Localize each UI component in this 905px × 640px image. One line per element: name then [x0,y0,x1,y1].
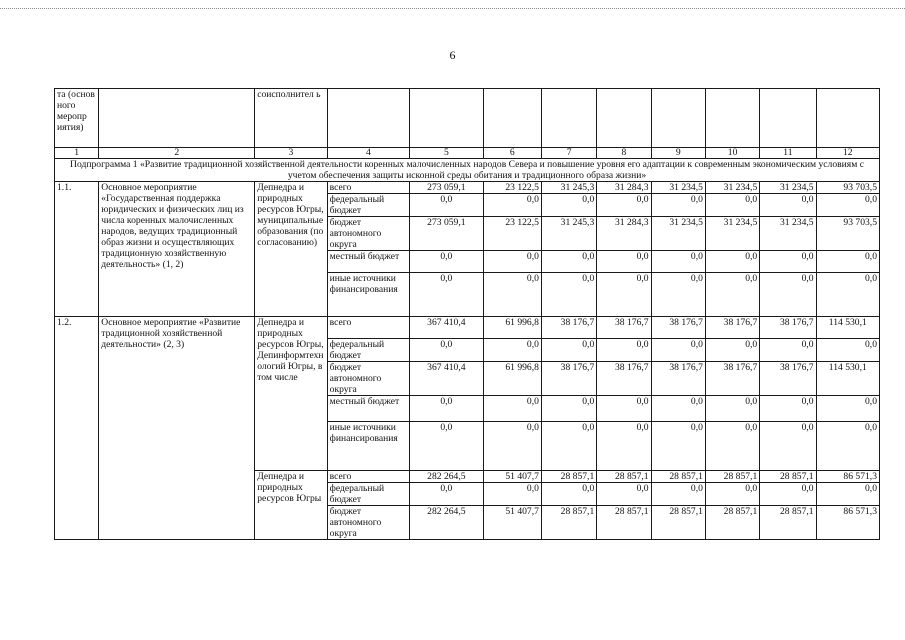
amount-cell: 31 234,5 [651,217,705,251]
column-numbers-row [55,148,880,159]
column-number: 6 [483,148,541,159]
amount-cell: 0,0 [483,483,541,506]
activity-executor: Депнедра и природных ресурсов Югры, муниципальные образования (по согласованию) [255,182,327,317]
amount-cell: 0,0 [651,422,705,471]
amount-cell: 0,0 [483,339,541,362]
amount-cell: 0,0 [816,251,879,273]
funding-source: федеральный бюджет [327,339,410,362]
amount-cell: 0,0 [541,273,596,317]
funding-source: всего [327,182,410,194]
amount-cell: 31 245,3 [541,182,596,194]
sub-executor: Депнедра и природных ресурсов Югры [255,471,327,540]
amount-cell: 0,0 [597,396,651,422]
amount-cell: 0,0 [597,339,651,362]
amount-cell: 0,0 [597,251,651,273]
amount-cell: 0,0 [483,251,541,273]
amount-cell: 31 245,3 [541,217,596,251]
amount-cell: 28 857,1 [597,506,651,540]
header-cell-empty [541,89,596,148]
amount-cell: 0,0 [760,251,816,273]
funding-source: иные источники финансирования [327,273,410,317]
amount-cell: 28 857,1 [541,471,596,483]
header-cell-empty [705,89,759,148]
amount-cell: 23 122,5 [483,217,541,251]
amount-cell: 28 857,1 [760,471,816,483]
amount-cell: 38 176,7 [651,362,705,396]
amount-cell: 0,0 [541,396,596,422]
column-number: 2 [99,148,255,159]
amount-cell: 0,0 [760,194,816,217]
amount-cell: 0,0 [760,396,816,422]
amount-cell: 0,0 [483,396,541,422]
amount-cell: 0,0 [541,194,596,217]
activity-number: 1.2. [55,317,99,540]
amount-cell: 28 857,1 [597,471,651,483]
amount-cell: 273 059,1 [410,217,483,251]
amount-cell: 31 234,5 [705,182,759,194]
amount-cell: 0,0 [705,422,759,471]
amount-cell: 0,0 [597,422,651,471]
header-cell-empty [597,89,651,148]
funding-source: местный бюджет [327,251,410,273]
amount-cell: 0,0 [410,251,483,273]
amount-cell: 23 122,5 [483,182,541,194]
amount-cell: 28 857,1 [760,506,816,540]
column-number: 8 [597,148,651,159]
amount-cell: 0,0 [651,396,705,422]
column-number: 7 [541,148,596,159]
amount-cell: 0,0 [760,339,816,362]
amount-cell: 51 407,7 [483,506,541,540]
header-cell-activity-number: та (основ ного меропр иятия) [55,89,99,148]
amount-cell: 61 996,8 [483,362,541,396]
amount-cell: 51 407,7 [483,471,541,483]
amount-cell: 38 176,7 [541,362,596,396]
budget-table [54,88,880,540]
column-number: 11 [760,148,816,159]
amount-cell: 0,0 [541,483,596,506]
header-cell-empty [651,89,705,148]
amount-cell: 0,0 [410,483,483,506]
amount-cell: 0,0 [541,339,596,362]
amount-cell: 38 176,7 [597,317,651,339]
page-number: 6 [449,48,456,62]
amount-cell: 0,0 [705,483,759,506]
amount-cell: 0,0 [705,273,759,317]
amount-cell: 0,0 [705,194,759,217]
amount-cell: 0,0 [816,396,879,422]
column-number: 12 [816,148,879,159]
column-number: 10 [705,148,759,159]
table-row [55,317,880,339]
amount-cell: 0,0 [483,273,541,317]
amount-cell: 0,0 [483,194,541,217]
column-number: 5 [410,148,483,159]
amount-cell: 38 176,7 [541,317,596,339]
amount-cell: 0,0 [816,339,879,362]
amount-cell: 0,0 [541,422,596,471]
funding-source: бюджет автономного округа [327,362,410,396]
amount-cell: 28 857,1 [651,471,705,483]
amount-cell: 0,0 [651,339,705,362]
header-cell-co-executor: соисполнител ь [255,89,327,148]
amount-cell: 0,0 [410,194,483,217]
funding-source: всего [327,317,410,339]
scan-top-rule [0,8,905,9]
amount-cell: 0,0 [760,273,816,317]
amount-cell: 38 176,7 [705,362,759,396]
column-number: 4 [327,148,410,159]
amount-cell: 0,0 [705,251,759,273]
amount-cell: 0,0 [483,422,541,471]
activity-executor: Депнедра и природных ресурсов Югры, Депинформтехнологий Югры, в том числе [255,317,327,471]
amount-cell: 0,0 [410,422,483,471]
header-cell-empty [410,89,483,148]
amount-cell: 31 234,5 [705,217,759,251]
amount-cell: 0,0 [816,483,879,506]
activity-name: Основное мероприятие «Государственная поддержка юридических и физических лиц из числа коренных малочисленных народов, ведущих традиционный образ жизни и осуществляющих традиционную хозяйственную деятельность» (1, 2) [99,182,255,317]
amount-cell: 28 857,1 [705,471,759,483]
amount-cell: 114 530,1 [816,362,879,396]
amount-cell: 61 996,8 [483,317,541,339]
amount-cell: 0,0 [410,339,483,362]
header-cell-empty [760,89,816,148]
amount-cell: 31 234,5 [760,217,816,251]
amount-cell: 86 571,3 [816,506,879,540]
amount-cell: 38 176,7 [760,362,816,396]
amount-cell: 0,0 [651,273,705,317]
header-cell-empty [99,89,255,148]
funding-source: федеральный бюджет [327,483,410,506]
amount-cell: 0,0 [760,422,816,471]
header-cell-empty [483,89,541,148]
activity-number: 1.1. [55,182,99,317]
amount-cell: 28 857,1 [651,506,705,540]
amount-cell: 367 410,4 [410,317,483,339]
amount-cell: 0,0 [651,194,705,217]
amount-cell: 0,0 [816,422,879,471]
amount-cell: 28 857,1 [705,506,759,540]
amount-cell: 31 234,5 [760,182,816,194]
table-header-row [55,89,880,148]
header-cell-empty [327,89,410,148]
amount-cell: 38 176,7 [597,362,651,396]
amount-cell: 0,0 [410,396,483,422]
amount-cell: 0,0 [410,273,483,317]
funding-source: бюджет автономного округа [327,217,410,251]
subprogram-title: Подпрограмма 1 «Развитие традиционной хозяйственной деятельности коренных малочисленных народов Севера и повышение уровня его адаптации к современным экономическим условиям с учетом обеспечения защиты исконной среды обитания и традиционного образа жизни» [55,159,880,182]
amount-cell: 273 059,1 [410,182,483,194]
amount-cell: 0,0 [597,273,651,317]
amount-cell: 93 703,5 [816,182,879,194]
amount-cell: 367 410,4 [410,362,483,396]
column-number: 3 [255,148,327,159]
funding-source: бюджет автономного округа [327,506,410,540]
column-number: 1 [55,148,99,159]
amount-cell: 0,0 [705,339,759,362]
amount-cell: 0,0 [651,251,705,273]
amount-cell: 86 571,3 [816,471,879,483]
amount-cell: 282 264,5 [410,506,483,540]
activity-name: Основное мероприятие «Развитие традиционной хозяйственной деятельности» (2, 3) [99,317,255,540]
amount-cell: 0,0 [597,483,651,506]
funding-source: всего [327,471,410,483]
amount-cell: 28 857,1 [541,506,596,540]
column-number: 9 [651,148,705,159]
amount-cell: 282 264,5 [410,471,483,483]
amount-cell: 31 284,3 [597,182,651,194]
amount-cell: 0,0 [705,396,759,422]
subprogram-row [55,159,880,182]
amount-cell: 38 176,7 [651,317,705,339]
amount-cell: 0,0 [816,273,879,317]
funding-source: местный бюджет [327,396,410,422]
amount-cell: 31 284,3 [597,217,651,251]
amount-cell: 93 703,5 [816,217,879,251]
amount-cell: 0,0 [651,483,705,506]
amount-cell: 0,0 [760,483,816,506]
amount-cell: 114 530,1 [816,317,879,339]
amount-cell: 38 176,7 [760,317,816,339]
amount-cell: 31 234,5 [651,182,705,194]
amount-cell: 38 176,7 [705,317,759,339]
header-cell-empty [816,89,879,148]
funding-source: иные источники финансирования [327,422,410,471]
table-row [55,182,880,194]
amount-cell: 0,0 [597,194,651,217]
amount-cell: 0,0 [541,251,596,273]
funding-source: федеральный бюджет [327,194,410,217]
amount-cell: 0,0 [816,194,879,217]
